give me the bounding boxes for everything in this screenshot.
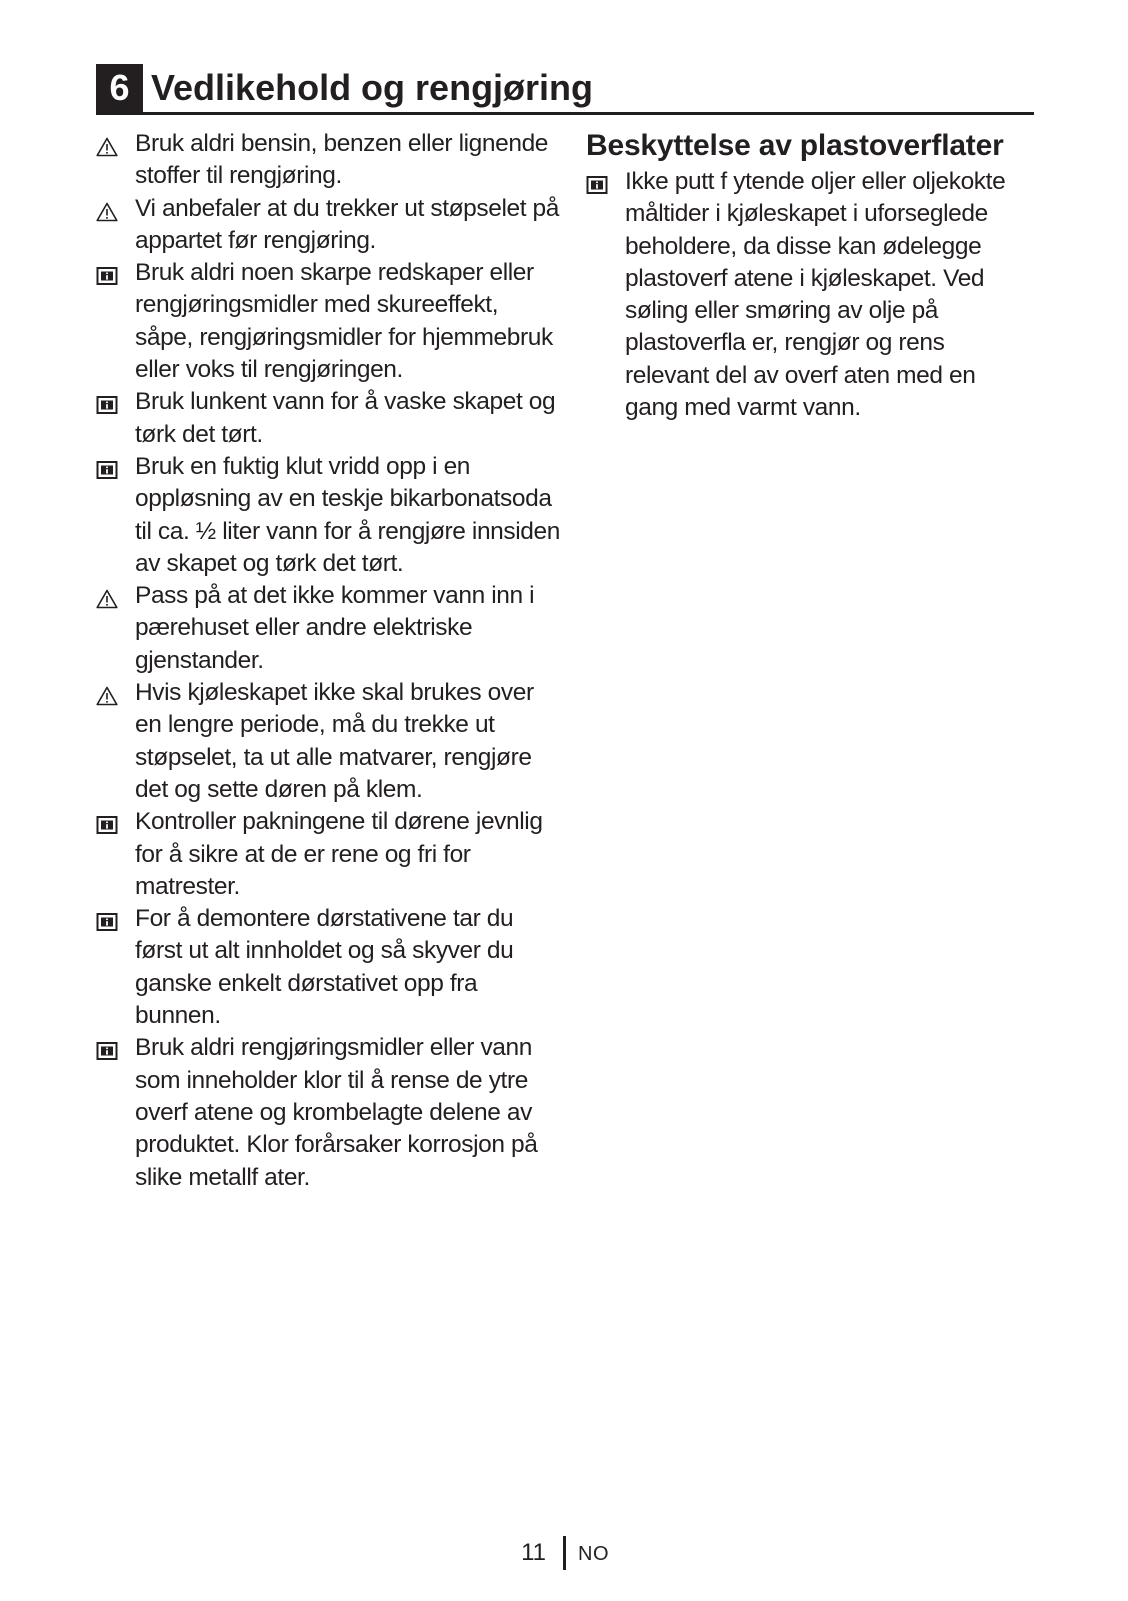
list-item (96, 903, 560, 1032)
info-icon (96, 457, 118, 477)
list-item (96, 193, 560, 258)
chapter-number: 6 (96, 64, 143, 112)
list-item (96, 677, 560, 806)
page-number: 11 (521, 1539, 546, 1566)
section-items (586, 166, 1034, 424)
warning-icon (96, 199, 118, 219)
item-text: Bruk lunkent vann for å vaske skapet og tørk det tørt. (135, 388, 556, 448)
list-item (96, 806, 560, 903)
item-text: Bruk aldri rengjøringsmidler eller vann som inneholder klor til å rense de ytre overf atene og krombelagte delene av produktet. Klor forårsaker korrosjon på slike metallf ater. (135, 1034, 538, 1191)
item-text: Hvis kjøleskapet ikke skal brukes over en lengre periode, må du trekke ut støpselet, ta ut alle matvarer, rengjøre det og sette døren på klem. (135, 679, 534, 803)
warning-icon (96, 586, 118, 606)
page-footer (0, 1536, 1128, 1570)
info-icon (96, 263, 118, 283)
warning-icon (96, 134, 118, 154)
info-icon (96, 909, 118, 929)
chapter-title: Vedlikehold og rengjøring (151, 67, 594, 108)
item-text: Bruk aldri bensin, benzen eller lignende stoffer til rengjøring. (135, 130, 549, 190)
right-column (586, 128, 1034, 424)
list-item (96, 257, 560, 386)
list-item (96, 1032, 560, 1193)
list-item (96, 580, 560, 677)
list-item (586, 166, 1034, 424)
item-text: Vi anbefaler at du trekker ut støpselet på appartet før rengjøring. (135, 194, 559, 254)
item-text: Bruk aldri noen skarpe redskaper eller rengjøringsmidler med skureeffekt, såpe, rengjøringsmidler for hjemmebruk eller voks til rengjøringen. (135, 259, 553, 384)
item-text: Kontroller pakningene til dørene jevnlig for å sikre at de er rene og fri for matrester. (135, 808, 543, 900)
item-text: For å demontere dørstativene tar du først ut alt innholdet og så skyver du ganske enkelt dørstativet opp fra bunnen. (135, 905, 514, 1030)
item-text: Ikke putt f ytende oljer eller oljekokte måltider i kjøleskapet i uforseglede beholdere, da disse kan ødelegge plastoverf atene i kjøleskapet. Ved søling eller smøring av olje på plastoverfla er, rengjør og rens relevant del av overf aten med en gang med varmt vann. (625, 168, 1006, 422)
list-item (96, 451, 560, 580)
item-text: Pass på at det ikke kommer vann inn i pærehuset eller andre elektriske gjenstander. (135, 582, 535, 674)
info-icon (96, 812, 118, 832)
language-code: NO (578, 1543, 609, 1565)
left-column (96, 128, 560, 1194)
section-heading: Beskyttelse av plastoverflater (586, 129, 1004, 162)
chapter-header (96, 64, 1034, 115)
info-icon (586, 172, 608, 192)
info-icon (96, 1038, 118, 1058)
footer-divider (563, 1536, 566, 1570)
list-item (96, 386, 560, 451)
info-icon (96, 392, 118, 412)
warning-icon (96, 683, 118, 703)
list-item (96, 128, 560, 193)
item-text: Bruk en fuktig klut vridd opp i en oppløsning av en teskje bikarbonatsoda til ca. ½ liter vann for å rengjøre innsiden av skapet og tørk det tørt. (135, 452, 560, 577)
